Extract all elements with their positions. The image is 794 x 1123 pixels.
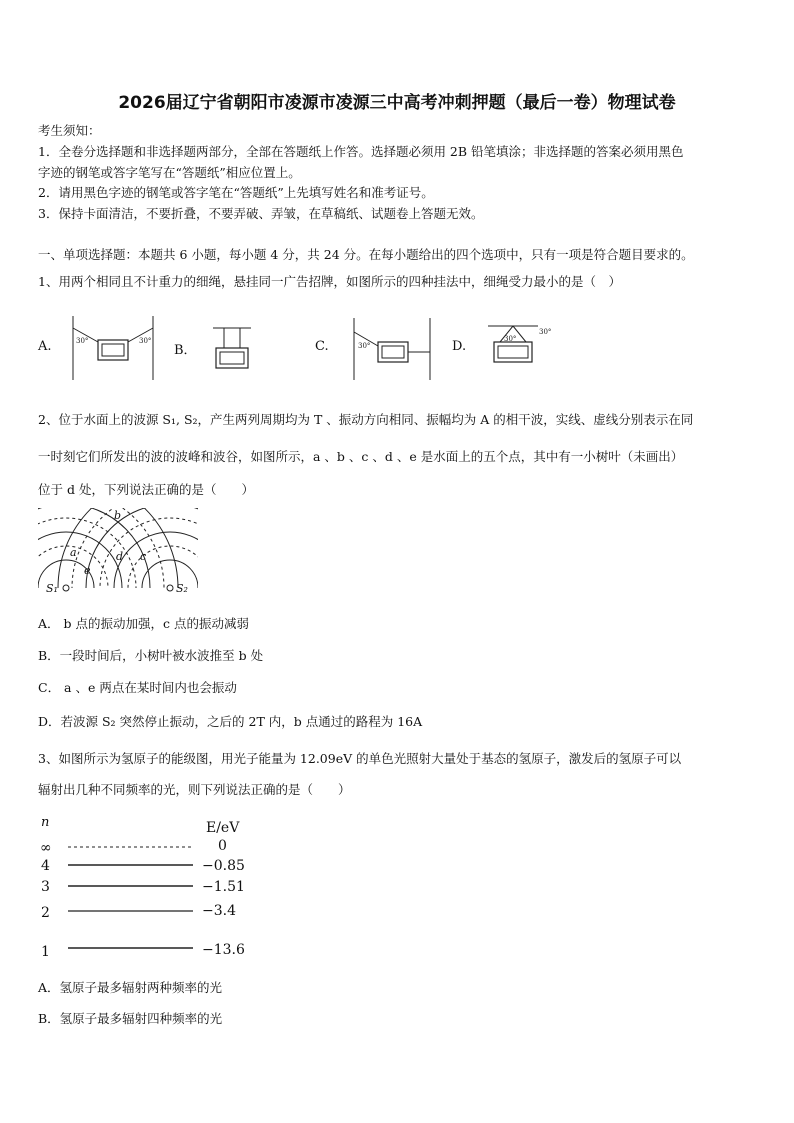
section-heading: 一、单项选择题：本题共 6 小题，每小题 4 分，共 24 分。在每小题给出的四个选项中，只有一项是符合题目要求的。 [38,247,694,262]
q3-option-a: A．氢原子最多辐射两种频率的光 [38,980,223,995]
q1-fig-b [213,328,251,368]
q2-line-2: 一时刻它们所发出的波的波峰和波谷，如图所示，a 、b 、c 、d 、e 是水面上的五个点，其中有一小树叶（未画出） [38,449,684,464]
q1-option-b-label: B． [174,343,197,358]
q3-line-2: 辐射出几种不同频率的光，则下列说法正确的是（ ） [38,782,351,797]
q2-point-b: b [114,509,122,522]
q2-point-c: c [140,550,147,563]
q1-option-a-label: A. [38,339,52,354]
q1-fig-d-angle-right: 30° [539,328,552,336]
q1-fig-a-angle-right: 30° [139,337,152,345]
q1-hanging-diagrams [38,310,558,385]
q2-line-3: 位于 d 处，下列说法正确的是（ ） [38,482,254,497]
q3-level-3-n: 3 [41,879,50,895]
notice-item-3: 3．保持卡面清洁，不要折叠，不要弄破、弄皱，在草稿纸、试题卷上答题无效。 [38,206,484,221]
q3-level-inf-e: 0 [218,838,227,854]
q3-e-label: E/eV [206,820,240,836]
notice-heading: 考生须知： [38,123,101,138]
notice-item-2: 2．请用黑色字迹的钢笔或答字笔在“答题纸”上先填写姓名和准考证号。 [38,185,434,200]
q2-source-s2: S₂ [176,582,188,595]
q1-fig-d-angle-left: 30° [504,335,517,343]
q3-energy-level-diagram [38,812,258,964]
q3-level-4-n: 4 [41,858,50,874]
q1-fig-d [488,326,538,362]
q2-option-b: B．一段时间后，小树叶被水波推至 b 处 [38,648,264,663]
q1-figures [38,310,558,385]
q2-wave-interference-figure [38,508,198,600]
q1-fig-c-angle: 30° [358,342,371,350]
q2-point-e: e [84,564,91,577]
q3-level-inf-n: ∞ [40,840,52,856]
q2-source-s1: S₁ [46,582,58,595]
q2-option-c: C． a 、e 两点在某时间内也会振动 [38,680,237,695]
q3-level-4-e: −0.85 [202,858,245,874]
q3-level-3-e: −1.51 [202,879,245,895]
q2-option-a: A． b 点的振动加强，c 点的振动减弱 [38,616,249,631]
q1-stem: 1、用两个相同且不计重力的细绳，悬挂同一广告招牌，如图所示的四种挂法中，细绳受力最小的是（ ） [38,274,621,289]
notice-item-1a: 1．全卷分选择题和非选择题两部分，全部在答题纸上作答。选择题必须用 2B 铅笔填涂；非选择题的答案必须用黑色 [38,144,684,159]
q3-level-2-n: 2 [41,905,50,921]
q3-line-1: 3、如图所示为氢原子的能级图，用光子能量为 12.09eV 的单色光照射大量处于基态的氢原子，激发后的氢原子可以 [38,751,682,766]
q1-fig-a-angle-left: 30° [76,337,89,345]
q1-option-d-label: D. [452,339,467,354]
q3-option-b: B．氢原子最多辐射四种频率的光 [38,1011,223,1026]
q1-fig-a [73,316,153,380]
q2-line-1: 2、位于水面上的波源 S₁, S₂，产生两列周期均为 T 、振动方向相同、振幅均为 A 的相干波，实线、虚线分别表示在同 [38,412,694,427]
q1-option-c-label: C. [315,339,329,354]
page-title: 2026届辽宁省朝阳市凌源市凌源三中高考冲刺押题（最后一卷）物理试卷 [118,93,676,113]
q3-level-1-n: 1 [41,944,50,960]
q3-level-2-e: −3.4 [202,903,236,919]
notice-item-1b: 字迹的钢笔或答字笔写在“答题纸”相应位置上。 [38,165,301,180]
q2-point-d: d [116,550,124,563]
q3-level-1-e: −13.6 [202,942,245,958]
q2-point-a: a [70,546,77,559]
q3-n-label: n [41,815,50,830]
q2-option-d: D．若波源 S₂ 突然停止振动，之后的 2T 内，b 点通过的路程为 16A [38,714,423,729]
